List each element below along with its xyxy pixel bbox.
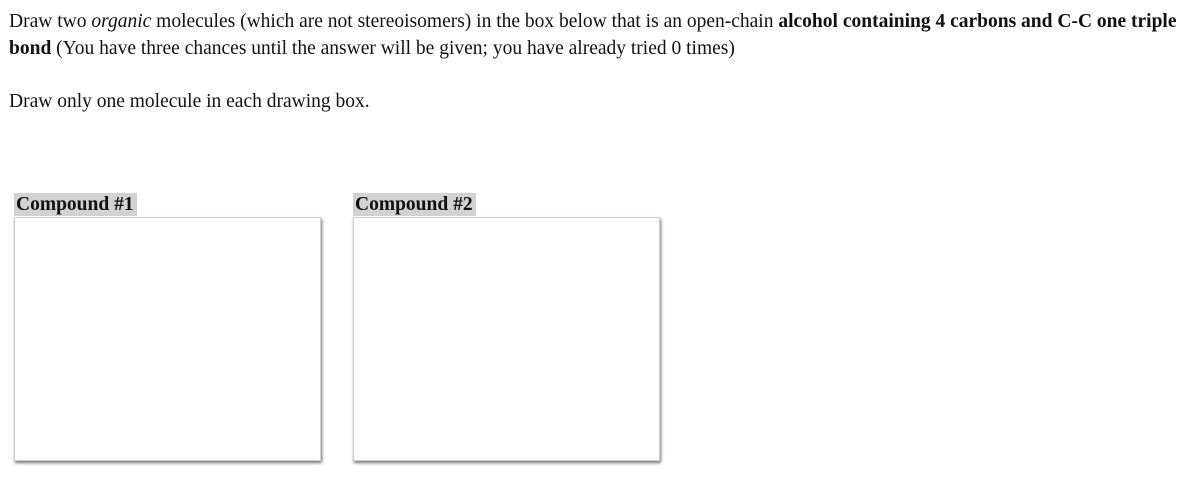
compound-2-label: Compound #2 [353, 193, 476, 216]
compound-1-panel [14, 193, 137, 216]
question-part-1: Draw two [9, 11, 92, 32]
compound-2-panel [353, 193, 476, 216]
compound-1-label: Compound #1 [14, 193, 137, 216]
compound-1-drawing-box[interactable] [14, 217, 321, 461]
question-requirement: alcohol containing 4 carbons and C-C one triple bond [9, 11, 1177, 59]
question-attempts-note: (You have three chances until the answer will be given; you have already tried 0 times) [51, 38, 735, 59]
question-organic-emphasis: organic [91, 11, 152, 32]
instruction-text: Draw only one molecule in each drawing box. [9, 91, 370, 112]
compound-2-drawing-box[interactable] [353, 217, 660, 461]
question-part-3: molecules (which are not stereoisomers) in the box below that is an open-chain [151, 11, 779, 32]
question-text [9, 8, 1194, 62]
